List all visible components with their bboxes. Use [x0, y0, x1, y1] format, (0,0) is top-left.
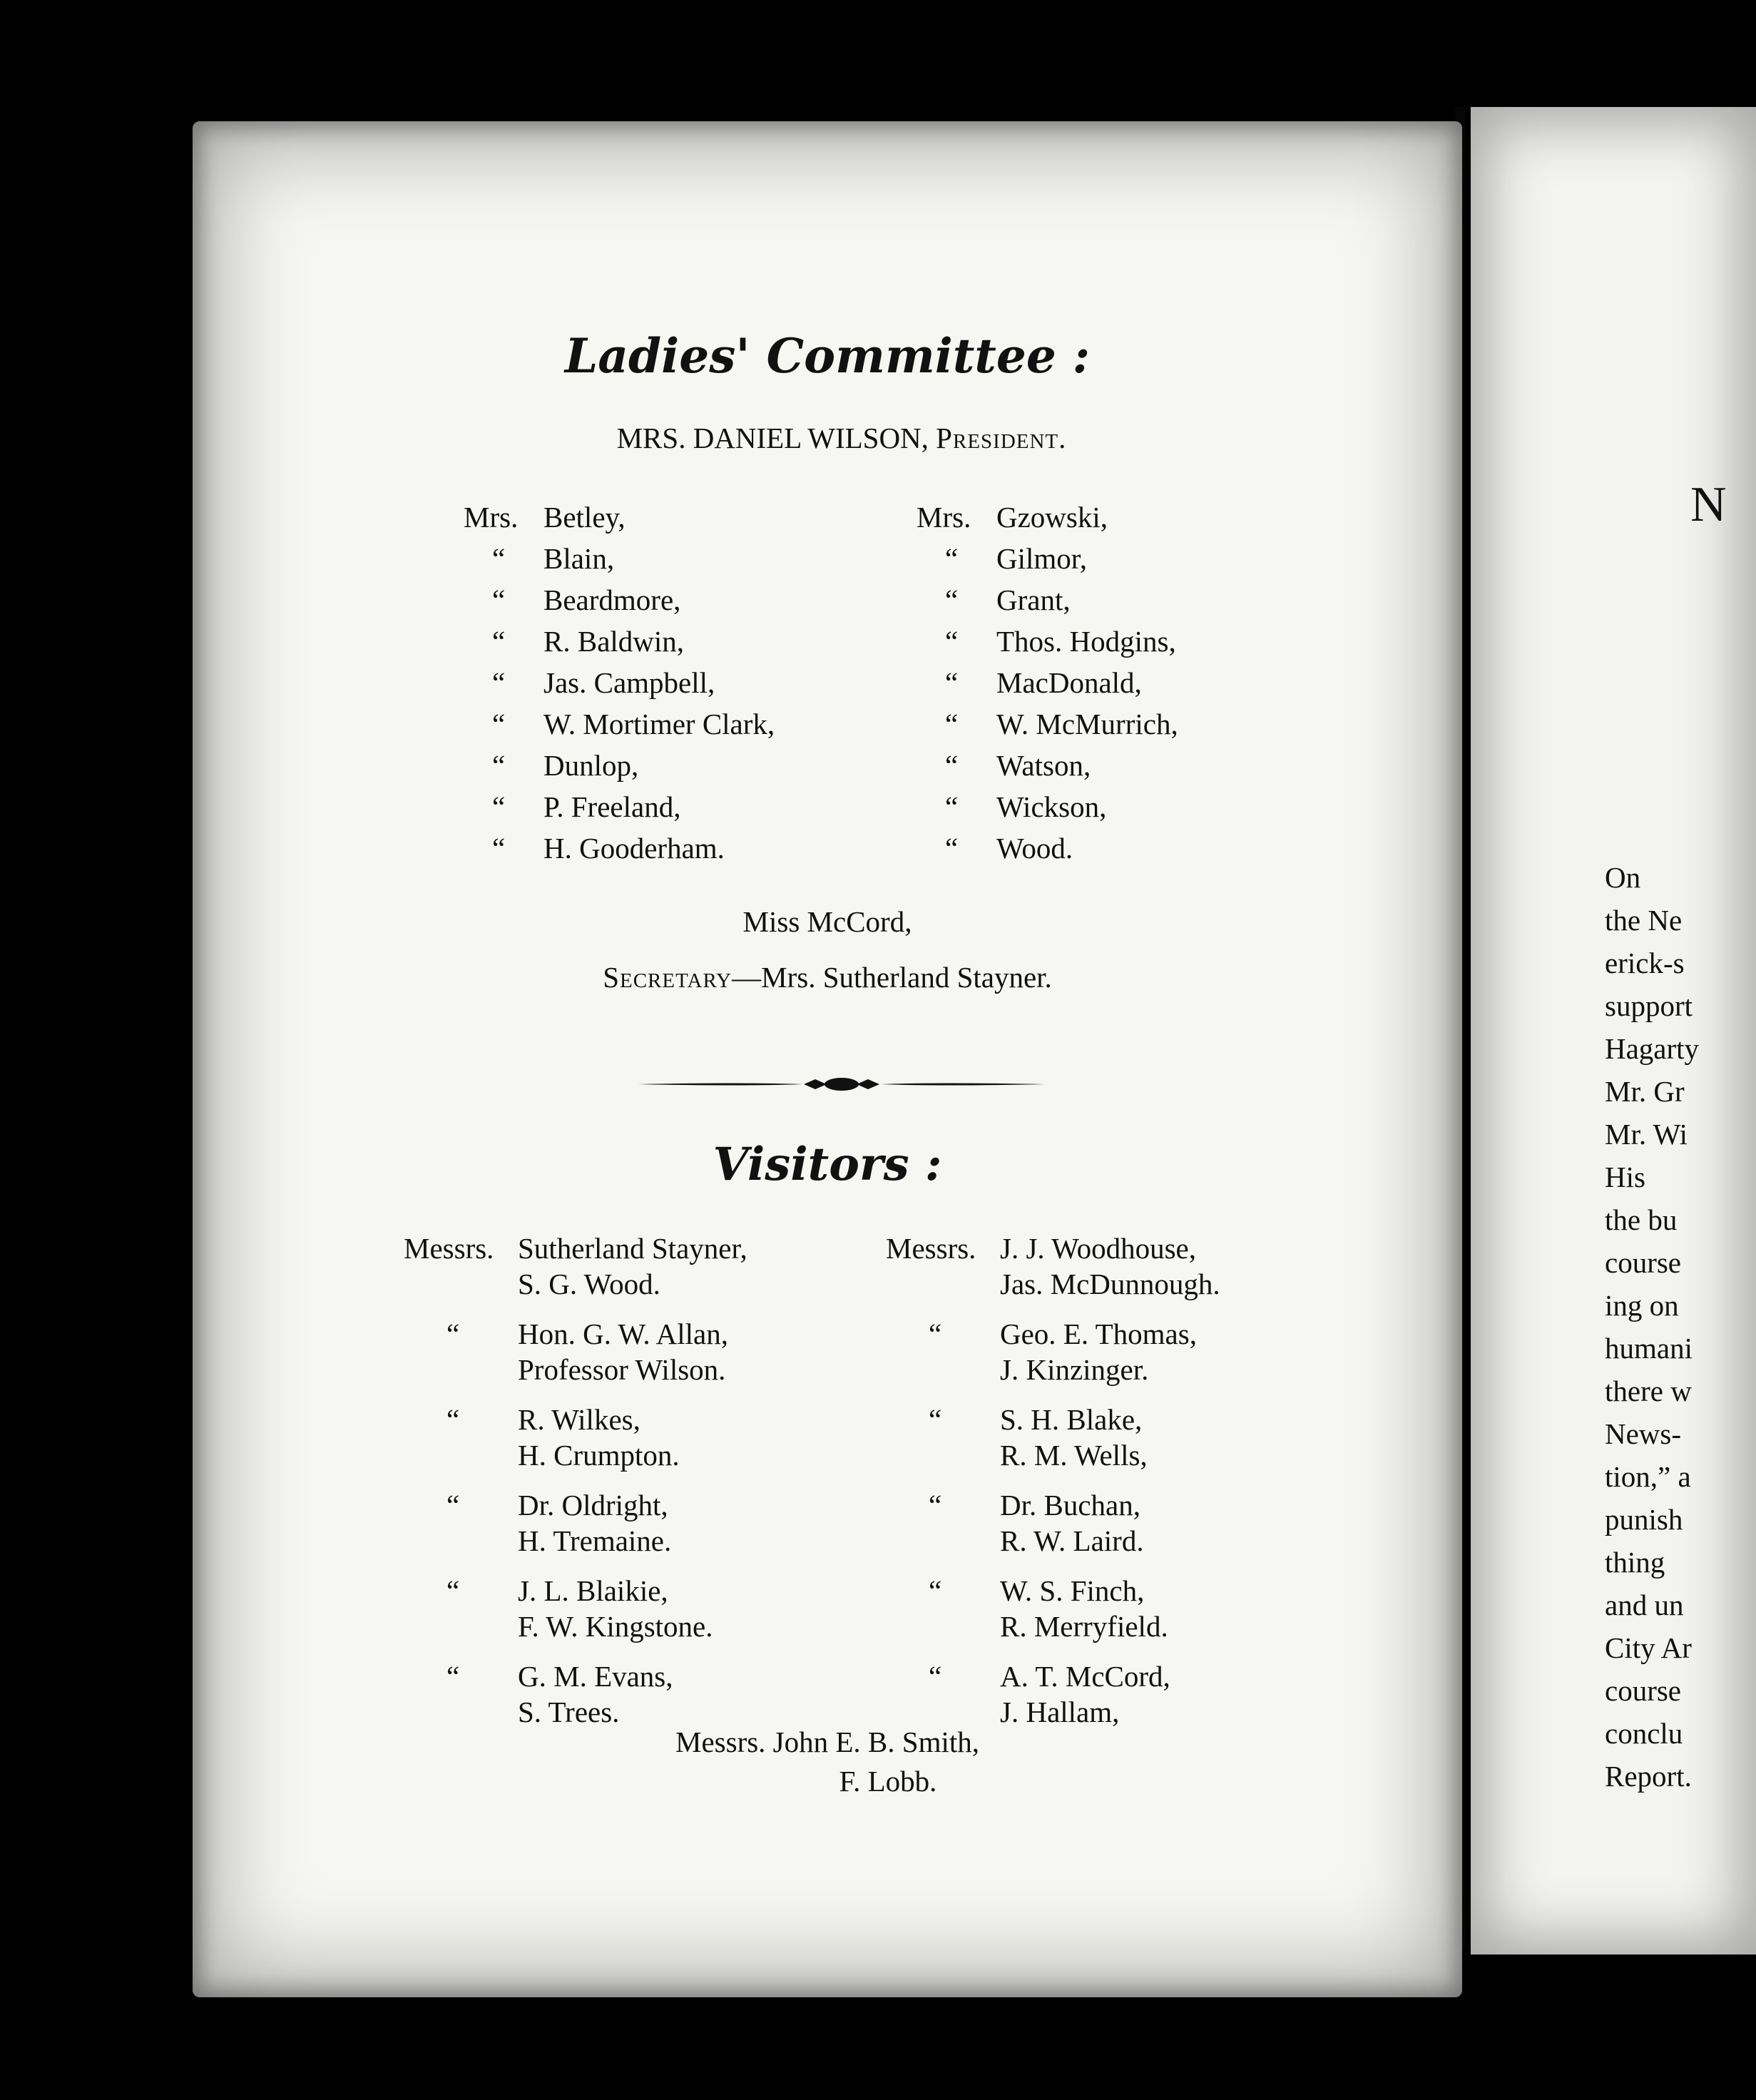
committee-member — [464, 538, 775, 579]
facing-line: thing — [1605, 1546, 1665, 1579]
member-name: H. Gooderham. — [543, 832, 725, 865]
ladies-committee-heading: Ladies' Committee : — [564, 328, 1091, 384]
member-name: Wood. — [996, 832, 1073, 865]
visitors-final-name: F. Lobb. — [839, 1765, 937, 1798]
president-name: MRS. DANIEL WILSON, — [616, 422, 929, 454]
president-line — [193, 421, 1462, 455]
ditto-mark: “ — [945, 666, 959, 699]
ditto-mark: “ — [929, 1660, 942, 1693]
facing-line: Hagarty — [1605, 1032, 1700, 1065]
visitor-name: J. L. Blaikie, — [518, 1574, 668, 1607]
committee-member — [464, 745, 775, 786]
visitor-name: R. Merryfield. — [1000, 1610, 1168, 1643]
visitor-group — [404, 1230, 747, 1302]
committee-member — [917, 538, 1178, 579]
visitor-name: W. S. Finch, — [1000, 1574, 1145, 1607]
ditto-mark: “ — [492, 583, 506, 616]
member-name: R. Baldwin, — [543, 625, 685, 658]
ditto-mark: “ — [929, 1317, 942, 1350]
visitor-name: S. H. Blake, — [1000, 1403, 1143, 1436]
member-name: P. Freeland, — [543, 790, 681, 823]
secretary-name: —Mrs. Sutherland Stayner. — [732, 961, 1052, 994]
member-name: Betley, — [543, 501, 626, 534]
member-name: Wickson, — [996, 790, 1107, 823]
ditto-mark: “ — [945, 542, 959, 575]
visitor-name: J. Kinzinger. — [1000, 1353, 1149, 1386]
visitor-name: Sutherland Stayner, — [518, 1232, 747, 1265]
visitor-name: J. Hallam, — [1000, 1696, 1120, 1728]
facing-line: and un — [1605, 1589, 1684, 1621]
ditto-mark: “ — [492, 625, 506, 658]
ditto-mark: “ — [446, 1403, 460, 1436]
secretary-label: Secretary — [603, 961, 732, 994]
facing-line: Report. — [1605, 1760, 1692, 1793]
visitor-name: R. M. Wells, — [1000, 1439, 1148, 1472]
visitor-name: J. J. Woodhouse, — [1000, 1232, 1196, 1265]
facing-line: erick-s — [1605, 947, 1685, 979]
ditto-mark: “ — [945, 583, 959, 616]
ditto-mark: “ — [492, 790, 506, 823]
facing-line: On — [1605, 861, 1641, 894]
member-name: Dunlop, — [543, 749, 639, 782]
ditto-mark: “ — [492, 749, 506, 782]
ditto-mark: “ — [945, 749, 959, 782]
ditto-mark: “ — [446, 1489, 460, 1522]
ditto-mark: “ — [945, 832, 959, 865]
facing-page-capital: N — [1690, 477, 1727, 532]
facing-line: humani — [1605, 1332, 1693, 1365]
ditto-mark: “ — [492, 832, 506, 865]
member-name: Gilmor, — [996, 542, 1088, 575]
committee-member — [917, 662, 1178, 703]
visitor-name: Dr. Buchan, — [1000, 1489, 1140, 1522]
visitor-name: H. Tremaine. — [518, 1524, 672, 1557]
facing-line: the bu — [1605, 1203, 1678, 1236]
visitor-group — [886, 1402, 1148, 1473]
committee-member — [464, 579, 775, 621]
committee-member — [917, 827, 1178, 869]
committee-left-column — [464, 496, 775, 869]
messrs-label: Messrs. — [886, 1232, 976, 1265]
facing-line: His — [1605, 1161, 1645, 1193]
committee-member — [464, 827, 775, 869]
ditto-mark: “ — [929, 1574, 942, 1607]
visitor-name: F. W. Kingstone. — [518, 1610, 713, 1643]
facing-line: course — [1605, 1674, 1682, 1707]
ditto-mark: “ — [929, 1489, 942, 1522]
committee-member — [917, 786, 1178, 827]
document-page — [193, 121, 1462, 1997]
visitor-name: Dr. Oldright, — [518, 1489, 668, 1522]
member-name: Beardmore, — [543, 583, 681, 616]
member-name: Jas. Campbell, — [543, 666, 715, 699]
facing-line: course — [1605, 1246, 1682, 1279]
miss-mccord-line: Miss McCord, — [742, 905, 912, 938]
mrs-label: Mrs. — [464, 501, 519, 534]
visitor-group — [404, 1487, 671, 1559]
visitor-name: H. Crumpton. — [518, 1439, 680, 1472]
committee-member — [464, 703, 775, 745]
ditto-mark: “ — [446, 1574, 460, 1607]
committee-member — [464, 496, 775, 538]
facing-page-text-a — [1605, 856, 1699, 1156]
member-name: Watson, — [996, 749, 1091, 782]
committee-member — [917, 621, 1178, 662]
member-name: MacDonald, — [996, 666, 1142, 699]
facing-line: tion,” a — [1605, 1460, 1691, 1493]
committee-member — [917, 579, 1178, 621]
committee-member — [917, 703, 1178, 745]
committee-member — [464, 786, 775, 827]
facing-line: ing on — [1605, 1289, 1679, 1322]
visitor-name: A. T. McCord, — [1000, 1660, 1170, 1693]
visitor-name: R. W. Laird. — [1000, 1524, 1144, 1557]
ditto-mark: “ — [929, 1403, 942, 1436]
visitor-group — [404, 1402, 680, 1473]
ornamental-divider — [638, 1074, 1045, 1095]
ditto-mark: “ — [446, 1660, 460, 1693]
member-name: Blain, — [543, 542, 615, 575]
visitor-group — [886, 1230, 1220, 1302]
facing-line: there w — [1605, 1375, 1692, 1407]
president-title: President. — [936, 422, 1067, 454]
secretary-line — [193, 960, 1462, 994]
visitor-group — [886, 1487, 1144, 1559]
ditto-mark: “ — [492, 708, 506, 740]
facing-line: the Ne — [1605, 904, 1683, 937]
ditto-mark: “ — [945, 625, 959, 658]
mrs-label: Mrs. — [917, 501, 971, 534]
visitor-group — [404, 1658, 673, 1730]
member-name: W. Mortimer Clark, — [543, 708, 775, 740]
ditto-mark: “ — [446, 1317, 460, 1350]
facing-line: conclu — [1605, 1717, 1683, 1750]
messrs-label: Messrs. — [404, 1232, 494, 1265]
visitors-heading: Visitors : — [713, 1138, 942, 1191]
facing-line: City Ar — [1605, 1631, 1692, 1664]
member-name: Thos. Hodgins, — [996, 625, 1176, 658]
member-name: W. McMurrich, — [996, 708, 1178, 740]
facing-line: Mr. Wi — [1605, 1118, 1688, 1151]
visitor-name: R. Wilkes, — [518, 1403, 640, 1436]
facing-line: Mr. Gr — [1605, 1075, 1685, 1108]
visitor-name: Hon. G. W. Allan, — [518, 1317, 728, 1350]
visitor-group — [886, 1658, 1170, 1730]
visitor-group — [886, 1316, 1197, 1387]
visitor-name: S. G. Wood. — [518, 1268, 660, 1300]
visitor-name: G. M. Evans, — [518, 1660, 673, 1693]
ditto-mark: “ — [945, 708, 959, 740]
member-name: Grant, — [996, 583, 1071, 616]
facing-line: punish — [1605, 1503, 1683, 1536]
visitor-group — [886, 1573, 1168, 1644]
ditto-mark: “ — [492, 666, 506, 699]
ditto-mark: “ — [945, 790, 959, 823]
visitors-final-line: Messrs. John E. B. Smith, — [675, 1726, 979, 1758]
committee-member — [917, 496, 1178, 538]
visitor-name: S. Trees. — [518, 1696, 620, 1728]
committee-member — [464, 621, 775, 662]
facing-line: support — [1605, 989, 1693, 1022]
ditto-mark: “ — [492, 542, 506, 575]
facing-line: News- — [1605, 1417, 1682, 1450]
visitor-name: Geo. E. Thomas, — [1000, 1317, 1197, 1350]
committee-right-column — [917, 496, 1178, 869]
committee-member — [917, 745, 1178, 786]
member-name: Gzowski, — [996, 501, 1108, 534]
visitor-name: Professor Wilson. — [518, 1353, 726, 1386]
committee-member — [464, 662, 775, 703]
visitor-name: Jas. McDunnough. — [1000, 1268, 1220, 1300]
facing-page-text-b — [1605, 1156, 1693, 1798]
visitor-group — [404, 1573, 713, 1644]
visitor-group — [404, 1316, 728, 1387]
